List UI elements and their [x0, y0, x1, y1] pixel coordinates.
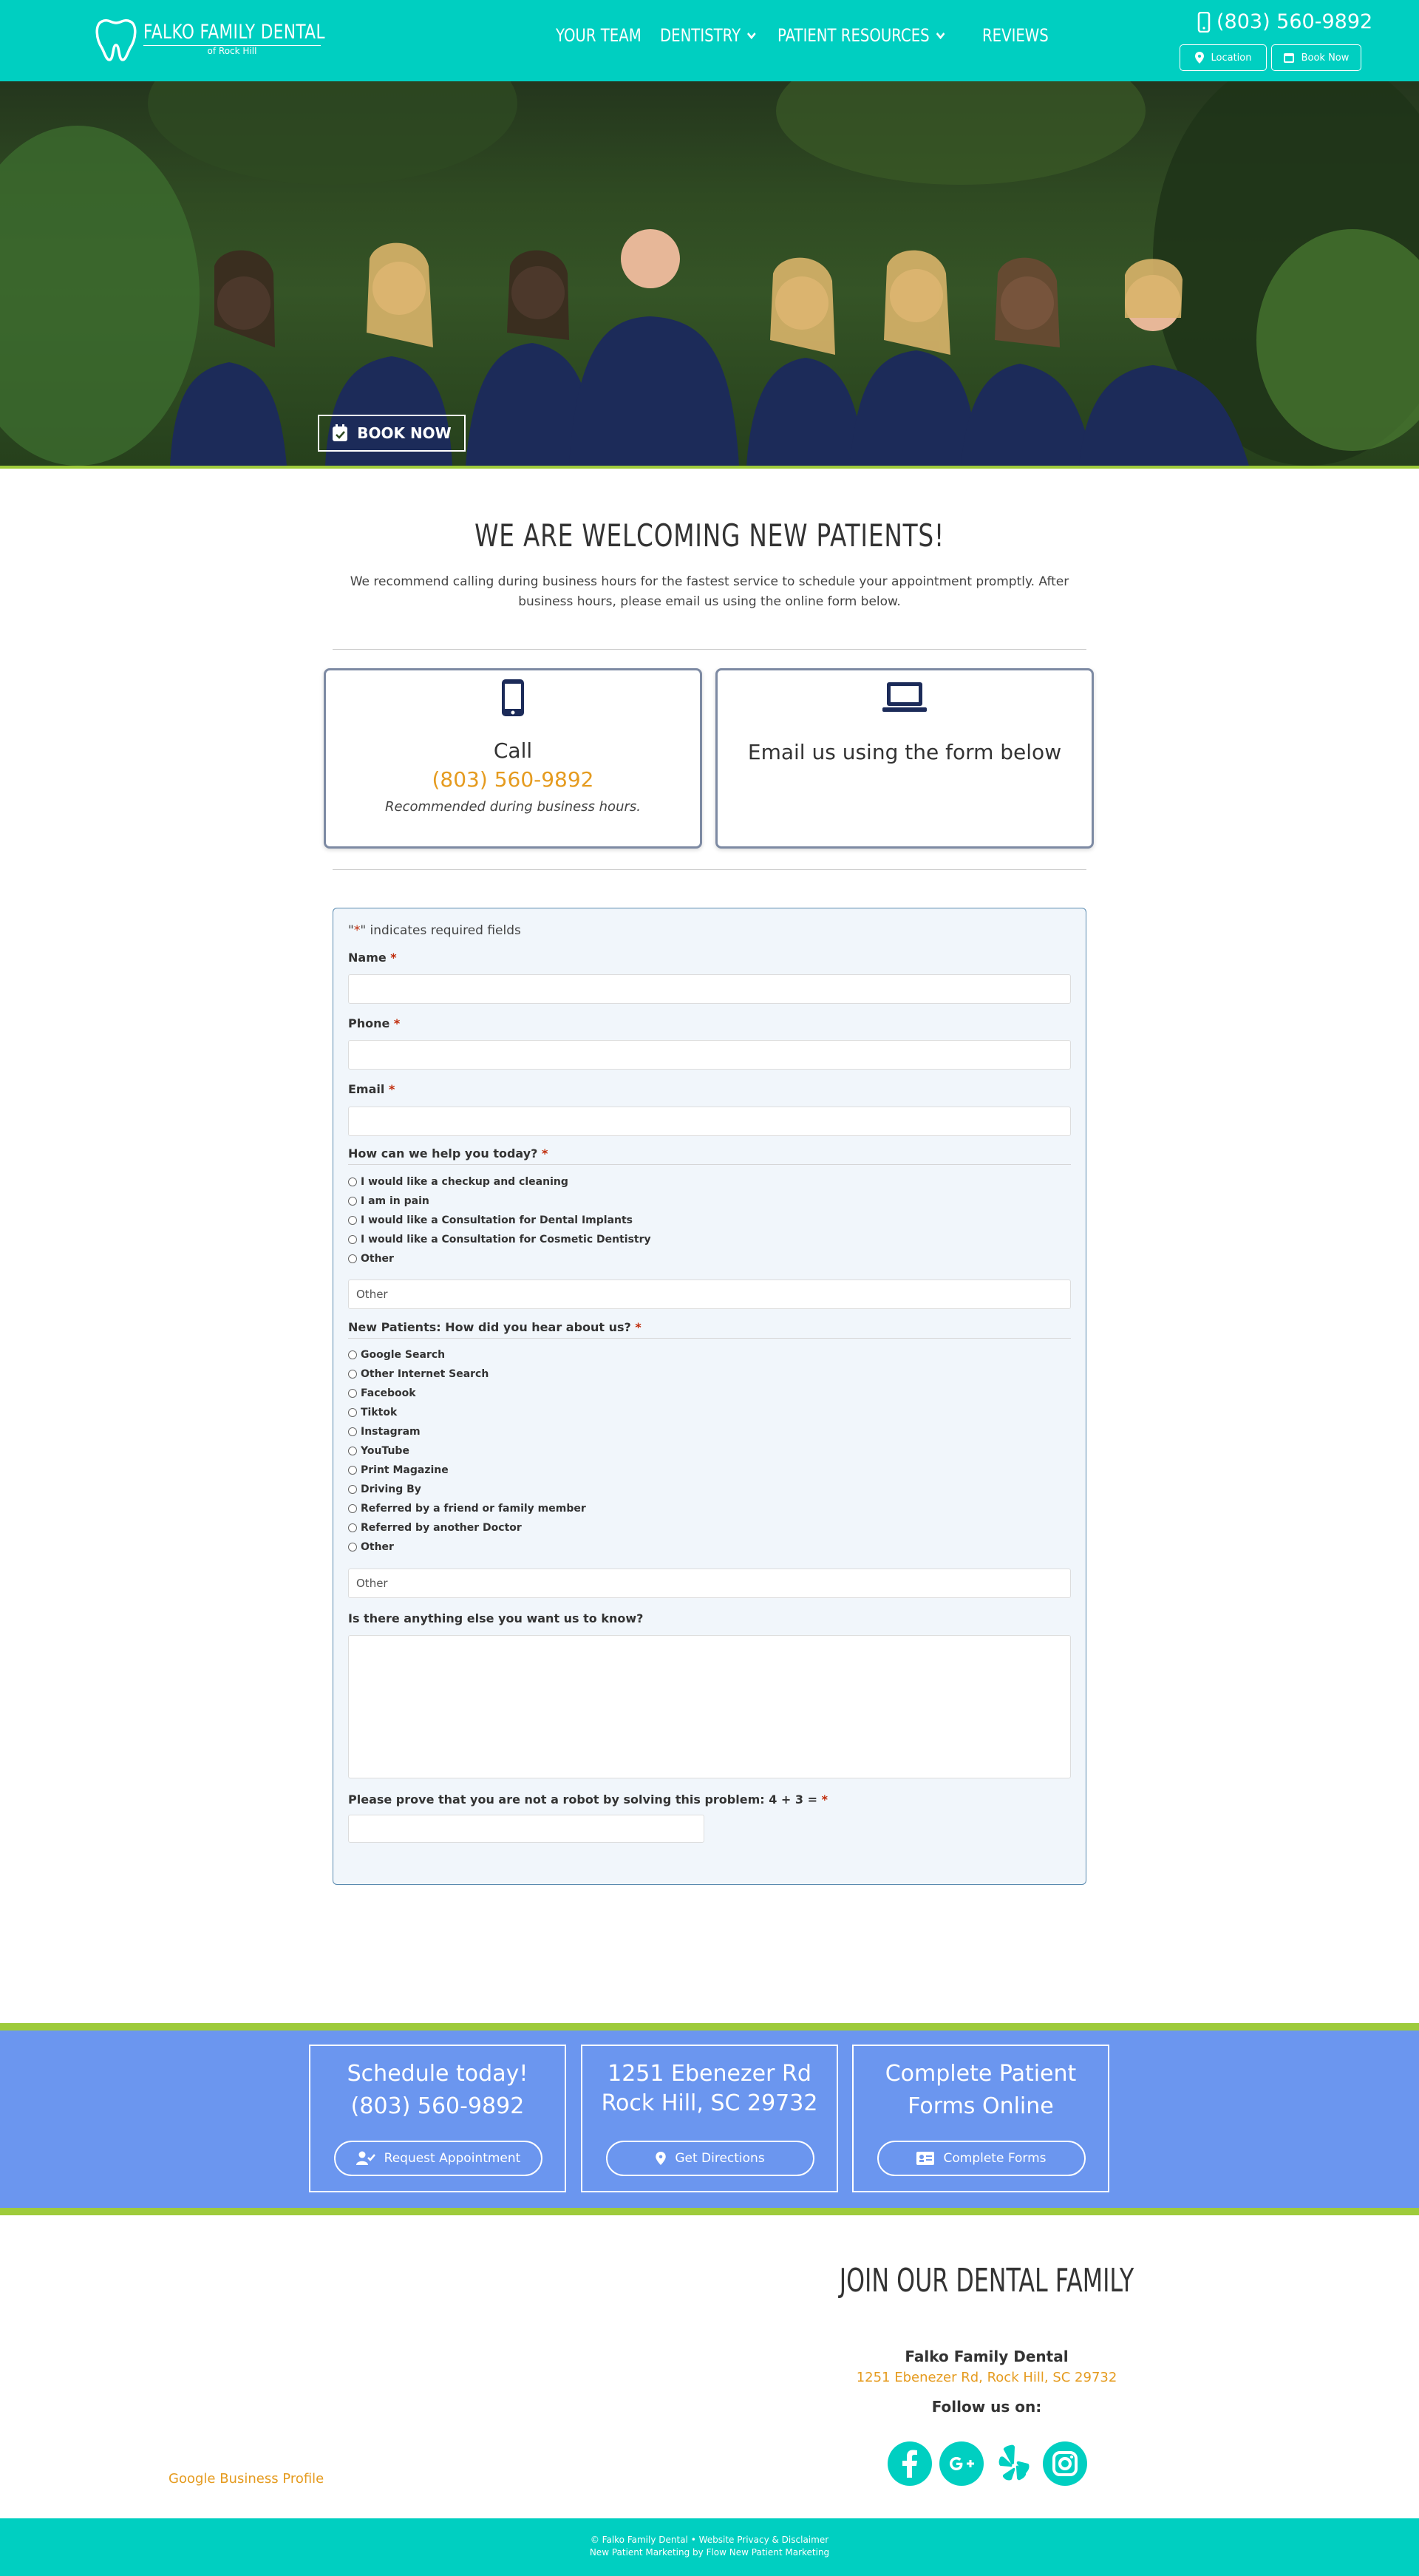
- user-check-icon: [356, 2151, 375, 2166]
- request-appointment-button[interactable]: Request Appointment: [334, 2141, 542, 2176]
- field-rule: [348, 1338, 1071, 1339]
- hero-divider: [0, 466, 1419, 469]
- google-plus-icon[interactable]: [939, 2441, 984, 2487]
- email-label: Email us using the form below: [747, 740, 1062, 764]
- hear-label: New Patients: How did you hear about us? *: [348, 1320, 642, 1334]
- chevron-down-icon: [746, 30, 756, 41]
- name-label: Name *: [348, 951, 397, 965]
- email-card: [715, 668, 1094, 849]
- help-other-input[interactable]: Other: [348, 1279, 1071, 1309]
- location-button[interactable]: Location: [1180, 44, 1267, 71]
- hear-option[interactable]: Driving By: [348, 1484, 421, 1495]
- help-option[interactable]: I would like a Consultation for Dental Implants: [348, 1214, 633, 1226]
- instagram-icon[interactable]: [1042, 2441, 1088, 2487]
- help-option[interactable]: Other: [348, 1253, 394, 1265]
- cta-address-line1: 1251 Ebenezer Rd: [608, 2061, 811, 2087]
- band-stripe: [0, 2023, 1419, 2030]
- call-label: Call: [493, 738, 533, 763]
- hear-other-input[interactable]: Other: [348, 1569, 1071, 1598]
- nav-patient-resources[interactable]: PATIENT RESOURCES: [777, 25, 945, 46]
- cta-forms-line2: Forms Online: [908, 2093, 1054, 2119]
- call-phone-link[interactable]: (803) 560-9892: [432, 767, 594, 792]
- nav-dentistry[interactable]: DENTISTRY: [660, 25, 756, 46]
- header-phone-text: (803) 560-9892: [1216, 10, 1373, 33]
- google-business-profile-link[interactable]: Google Business Profile: [169, 2471, 324, 2487]
- welcome-title: WE ARE WELCOMING NEW PATIENTS!: [474, 517, 945, 554]
- email-field-label: Email *: [348, 1082, 395, 1096]
- hear-option[interactable]: Instagram: [348, 1426, 421, 1438]
- mobile-phone-icon: [1197, 12, 1211, 33]
- nav-reviews[interactable]: REVIEWS: [981, 25, 1049, 46]
- hear-option[interactable]: Print Magazine: [348, 1464, 449, 1476]
- name-input[interactable]: [348, 974, 1071, 1004]
- footer-address-link[interactable]: 1251 Ebenezer Rd, Rock Hill, SC 29732: [856, 2370, 1117, 2385]
- site-header: [0, 0, 1419, 81]
- tooth-logo-icon: [92, 14, 140, 63]
- chevron-down-icon: [936, 30, 945, 41]
- help-option[interactable]: I am in pain: [348, 1195, 429, 1207]
- hear-option[interactable]: Other: [348, 1541, 394, 1553]
- cta-schedule: [309, 2045, 566, 2192]
- divider: [333, 649, 1086, 650]
- copyright-text[interactable]: © Falko Family Dental • Website Privacy & Disclaimer: [590, 2535, 829, 2545]
- team-silhouettes: [0, 81, 1419, 466]
- help-option[interactable]: I would like a checkup and cleaning: [348, 1176, 568, 1188]
- hero-book-now-button[interactable]: BOOK NOW: [318, 415, 466, 452]
- cta-forms: [852, 2045, 1109, 2192]
- map-pin-icon: [656, 2152, 666, 2165]
- mobile-phone-icon: [500, 678, 525, 718]
- book-now-button[interactable]: Book Now: [1271, 44, 1361, 71]
- hear-option[interactable]: Google Search: [348, 1349, 445, 1361]
- id-card-icon: [916, 2152, 934, 2165]
- hear-option[interactable]: Referred by a friend or family member: [348, 1503, 586, 1515]
- email-input[interactable]: [348, 1107, 1071, 1136]
- header-phone[interactable]: [1197, 10, 1372, 33]
- complete-forms-button[interactable]: Complete Forms: [877, 2141, 1086, 2176]
- required-fields-note: "*" indicates required fields: [348, 923, 521, 938]
- help-label: How can we help you today? *: [348, 1146, 548, 1160]
- hear-option[interactable]: Other Internet Search: [348, 1368, 489, 1380]
- cta-forms-line1: Complete Patient: [885, 2061, 1077, 2087]
- footer-bottom-bar: [0, 2518, 1419, 2576]
- anything-textarea[interactable]: [348, 1635, 1071, 1778]
- footer-practice-name: Falko Family Dental: [905, 2348, 1069, 2365]
- welcome-text: We recommend calling during business hours for the fastest service to schedule your appointment promptly. After business hours, please email us using the online form below.: [350, 574, 1069, 609]
- marketing-credit[interactable]: New Patient Marketing by Flow New Patient Marketing: [589, 2547, 830, 2558]
- yelp-icon[interactable]: [990, 2441, 1036, 2487]
- call-note: Recommended during business hours.: [385, 799, 641, 815]
- cta-address-line2: Rock Hill, SC 29732: [601, 2090, 818, 2116]
- appointment-form: [333, 908, 1086, 1885]
- hear-option[interactable]: Facebook: [348, 1387, 416, 1399]
- follow-label: Follow us on:: [931, 2398, 1042, 2416]
- call-card: [324, 668, 702, 849]
- facebook-icon[interactable]: [887, 2441, 933, 2487]
- hear-option[interactable]: YouTube: [348, 1445, 409, 1457]
- logo[interactable]: [92, 13, 370, 64]
- laptop-icon: [881, 678, 928, 716]
- calendar-check-icon: [332, 424, 348, 442]
- phone-label: Phone *: [348, 1016, 401, 1030]
- calendar-icon: [1284, 52, 1294, 63]
- cta-schedule-line2: (803) 560-9892: [350, 2093, 525, 2119]
- get-directions-button[interactable]: Get Directions: [606, 2141, 814, 2176]
- anything-label: Is there anything else you want us to know?: [348, 1611, 644, 1625]
- join-title: JOIN OUR DENTAL FAMILY: [839, 2262, 1134, 2300]
- hear-option[interactable]: Tiktok: [348, 1407, 397, 1418]
- logo-sub: of Rock Hill: [143, 45, 321, 56]
- band-stripe: [0, 2208, 1419, 2215]
- hero-team-photo: [0, 81, 1419, 466]
- help-option[interactable]: I would like a Consultation for Cosmetic Dentistry: [348, 1234, 651, 1245]
- map-pin-icon: [1195, 52, 1204, 64]
- nav-your-team[interactable]: YOUR TEAM: [556, 25, 642, 46]
- divider: [333, 869, 1086, 870]
- logo-name: FALKO FAMILY DENTAL: [143, 21, 325, 44]
- hear-option[interactable]: Referred by another Doctor: [348, 1522, 522, 1534]
- main-nav: [556, 25, 1049, 46]
- cta-schedule-line1: Schedule today!: [347, 2061, 528, 2087]
- robot-answer-input[interactable]: [348, 1815, 704, 1843]
- phone-input[interactable]: [348, 1040, 1071, 1070]
- field-rule: [348, 1164, 1071, 1165]
- robot-label: Please prove that you are not a robot by solving this problem: 4 + 3 = *: [348, 1792, 828, 1807]
- cta-directions: [581, 2045, 838, 2192]
